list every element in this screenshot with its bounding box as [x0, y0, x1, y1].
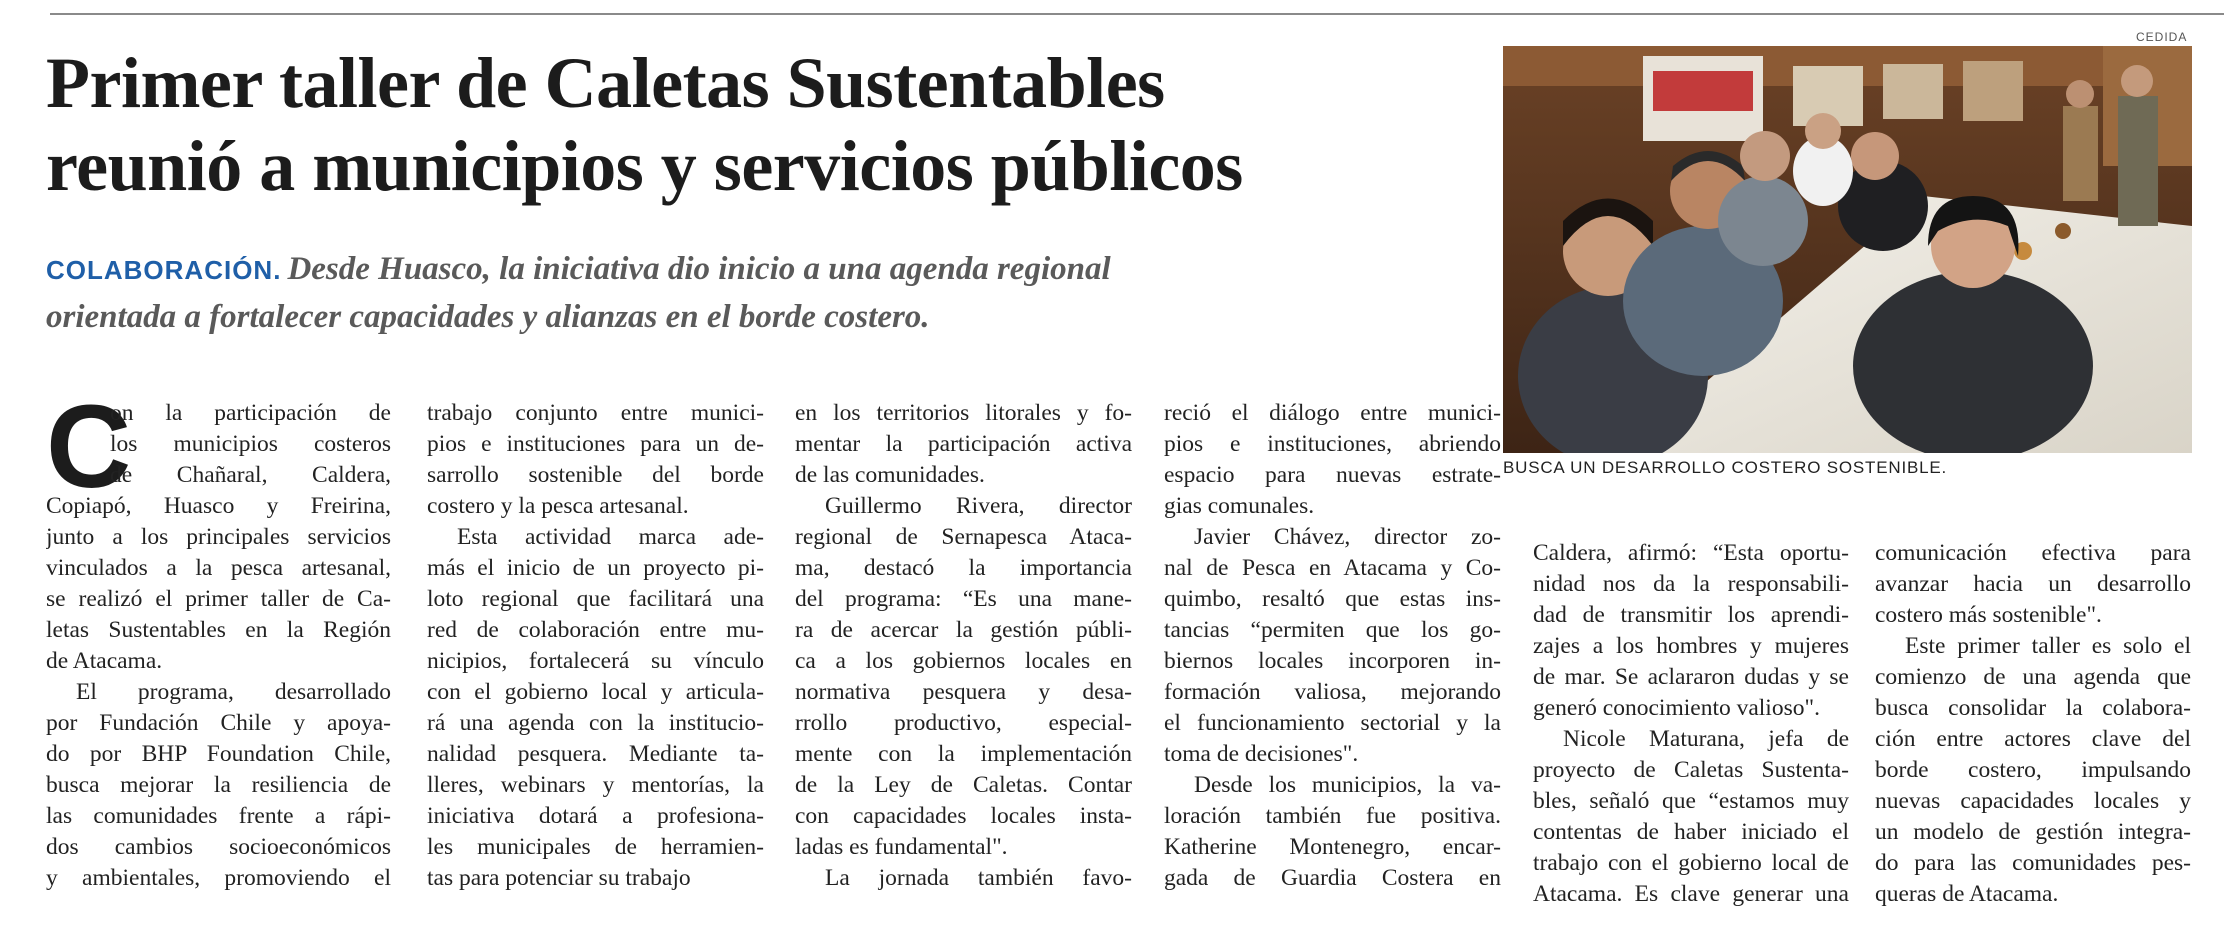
headline: [46, 42, 1476, 208]
body-line: nuevas capacidades locales y: [1875, 788, 2191, 814]
body-line: costero más sostenible".: [1875, 602, 2102, 628]
body-line: costero y la pesca artesanal.: [427, 493, 689, 519]
body-line: loto regional que facilitará una: [427, 586, 764, 612]
body-line: les municipales de herramien-: [427, 834, 764, 860]
body-line: ca a los gobiernos locales en: [795, 648, 1132, 674]
body-line: con el gobierno local y articula-: [427, 679, 764, 705]
text-column-6: [1875, 538, 2191, 910]
body-line: bles, señaló que “estamos muy: [1533, 788, 1849, 814]
body-line: nal de Pesca en Atacama y Co-: [1164, 555, 1501, 581]
deck-line: orientada a fortalecer capacidades y alianzas en el borde costero.: [46, 299, 930, 335]
body-line: busca mejorar la resiliencia de: [46, 772, 391, 798]
body-line: queras de Atacama.: [1875, 881, 2059, 907]
body-line: busca consolidar la colabora-: [1875, 695, 2191, 721]
body-line: sarrollo sostenible del borde: [427, 462, 764, 488]
body-line: ma, destacó la importancia: [795, 555, 1132, 581]
body-line: pios e instituciones para un de-: [427, 431, 764, 457]
body-line: un modelo de gestión integra-: [1875, 819, 2191, 845]
body-line: quimbo, resaltó que estas ins-: [1164, 586, 1501, 612]
body-line: gias comunales.: [1164, 493, 1315, 519]
body-line: proyecto de Caletas Sustenta-: [1533, 757, 1849, 783]
body-line: tancias “permiten que los go-: [1164, 617, 1501, 643]
body-line: Caldera, afirmó: “Esta oportu-: [1533, 540, 1849, 566]
body-line: nidad nos da la responsabili-: [1533, 571, 1849, 597]
body-line: ra de acercar la gestión públi-: [795, 617, 1132, 643]
body-line: borde costero, impulsando: [1875, 757, 2191, 783]
body-line: do para las comunidades pes-: [1875, 850, 2191, 876]
body-line: se realizó el primer taller de Ca-: [46, 586, 391, 612]
body-line: Copiapó, Huasco y Freirina,: [46, 493, 391, 519]
body-line: pios e instituciones, abriendo: [1164, 431, 1501, 457]
body-line: trabajo con el gobierno local de: [1533, 850, 1849, 876]
body-line: Javier Chávez, director zo-: [1194, 524, 1501, 550]
headline-line: reunió a municipios y servicios públicos: [46, 126, 1243, 206]
body-line: letas Sustentables en la Región: [46, 617, 391, 643]
body-line: La jornada también favo-: [825, 865, 1132, 891]
body-line: contentas de haber iniciado el: [1533, 819, 1849, 845]
body-line: de Atacama.: [46, 648, 163, 674]
text-column-4: [1164, 398, 1501, 894]
body-line: del programa: “Es una mane-: [795, 586, 1132, 612]
body-line: iniciativa dotará a profesiona-: [427, 803, 764, 829]
body-line: de mar. Se aclararon dudas y se: [1533, 664, 1849, 690]
body-line: zajes a los hombres y mujeres: [1533, 633, 1849, 659]
body-line: tas para potenciar su trabajo: [427, 865, 691, 891]
body-line: dos cambios socioeconómicos: [46, 834, 391, 860]
body-line: espacio para nuevas estrate-: [1164, 462, 1501, 488]
body-line: por Fundación Chile y apoya-: [46, 710, 391, 736]
deck: [46, 246, 1486, 341]
body-line: Guillermo Rivera, director: [825, 493, 1132, 519]
body-line: Atacama. Es clave generar una: [1533, 881, 1849, 907]
body-line: lleres, webinars y mentorías, la: [427, 772, 764, 798]
body-line: en los territorios litorales y fo-: [795, 400, 1132, 426]
body-line: vinculados a la pesca artesanal,: [46, 555, 391, 581]
body-line: nicipios, fortalecerá su vínculo: [427, 648, 764, 674]
body-line: toma de decisiones".: [1164, 741, 1359, 767]
body-line: dad de transmitir los aprendi-: [1533, 602, 1849, 628]
body-line: de las comunidades.: [795, 462, 985, 488]
body-line: loración también fue positiva.: [1164, 803, 1501, 829]
body-line: comienzo de una agenda que: [1875, 664, 2191, 690]
body-line: Nicole Maturana, jefa de: [1563, 726, 1849, 752]
body-line: gada de Guardia Costera en: [1164, 865, 1501, 891]
body-line: trabajo conjunto entre munici-: [427, 400, 764, 426]
body-line: comunicación efectiva para: [1875, 540, 2191, 566]
body-line: el funcionamiento sectorial y la: [1164, 710, 1501, 736]
kicker: COLABORACIÓN.: [46, 255, 282, 285]
body-line: de Chañaral, Caldera,: [110, 462, 391, 488]
body-line: on la participación de: [110, 400, 391, 426]
body-line: ladas es fundamental".: [795, 834, 1008, 860]
meeting-photo-illustration: [1503, 46, 2192, 453]
text-column-3: [795, 398, 1132, 894]
body-line: Desde los municipios, la va-: [1194, 772, 1501, 798]
photo-credit: CEDIDA: [2136, 30, 2188, 44]
body-line: biernos locales incorporen in-: [1164, 648, 1501, 674]
body-line: las comunidades frente a rápi-: [46, 803, 391, 829]
body-line: Este primer taller es solo el: [1905, 633, 2191, 659]
body-line: mentar la participación activa: [795, 431, 1132, 457]
body-line: más el inicio de un proyecto pi-: [427, 555, 764, 581]
photo-caption: BUSCA UN DESARROLLO COSTERO SOSTENIBLE.: [1503, 458, 1948, 477]
body-line: de la Ley de Caletas. Contar: [795, 772, 1132, 798]
top-rule: [50, 13, 2224, 15]
body-line: generó conocimiento valioso".: [1533, 695, 1820, 721]
news-photo: [1503, 46, 2192, 453]
deck-text: Desde Huasco, la iniciativa dio inicio a una agenda regional: [287, 251, 1111, 287]
body-line: regional de Sernapesca Ataca-: [795, 524, 1132, 550]
body-line: mente con la implementación: [795, 741, 1132, 767]
body-line: avanzar hacia un desarrollo: [1875, 571, 2191, 597]
body-line: Esta actividad marca ade-: [457, 524, 764, 550]
body-line: reció el diálogo entre munici-: [1164, 400, 1501, 426]
body-line: do por BHP Foundation Chile,: [46, 741, 391, 767]
body-line: los municipios costeros: [110, 431, 391, 457]
headline-line: Primer taller de Caletas Sustentables: [46, 43, 1165, 123]
body-line: junto a los principales servicios: [46, 524, 391, 550]
body-line: y ambientales, promoviendo el: [46, 865, 391, 891]
body-line: rá una agenda con la institucio-: [427, 710, 764, 736]
body-line: nalidad pesquera. Mediante ta-: [427, 741, 764, 767]
body-line: El programa, desarrollado: [76, 679, 391, 705]
body-line: con capacidades locales insta-: [795, 803, 1132, 829]
deck-line: [46, 246, 1486, 294]
text-column-5: [1533, 538, 1849, 910]
body-line: red de colaboración entre mu-: [427, 617, 764, 643]
drop-cap: C: [46, 381, 132, 513]
body-line: Katherine Montenegro, encar-: [1164, 834, 1501, 860]
body-line: rrollo productivo, especial-: [795, 710, 1132, 736]
body-line: ción entre actores clave del: [1875, 726, 2191, 752]
text-column-1: [46, 398, 391, 894]
body-line: formación valiosa, mejorando: [1164, 679, 1501, 705]
body-line: normativa pesquera y desa-: [795, 679, 1132, 705]
person: [2063, 80, 2098, 201]
text-column-2: [427, 398, 764, 894]
